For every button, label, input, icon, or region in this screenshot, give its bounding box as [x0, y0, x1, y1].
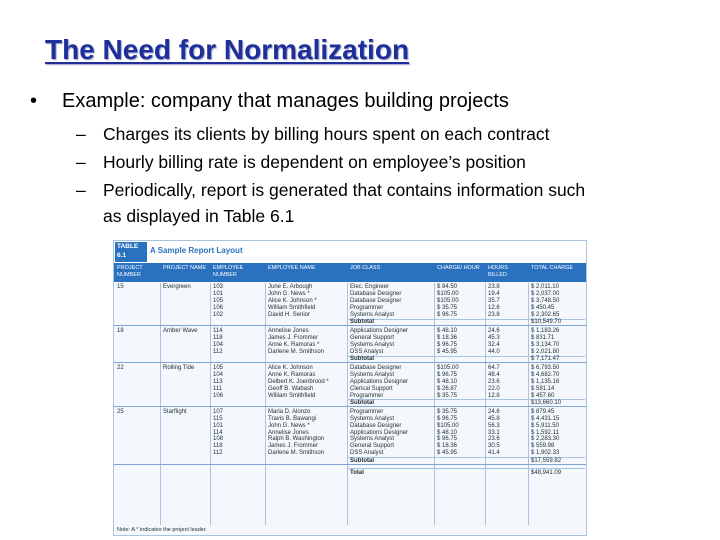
charge-hour-cell: $ 96.75 — [437, 311, 458, 318]
job-class-cell: Systems Analyst — [350, 311, 395, 318]
employee-name-cell: Annelise Jones — [268, 327, 309, 334]
job-class-cell: Applications Designer — [350, 378, 409, 385]
group-divider — [114, 325, 587, 326]
charge-hour-cell: $ 84.50 — [437, 284, 458, 290]
hours-billed-cell: 45.8 — [488, 415, 500, 422]
job-class-cell: DSS Analyst — [350, 348, 384, 355]
hours-billed-cell: 64.7 — [488, 364, 500, 371]
total-charge-cell: $ 559.98 — [531, 443, 555, 450]
employee-name-cell: Annelise Jones — [268, 429, 309, 436]
total-charge-cell: $ 450.45 — [531, 304, 555, 311]
charge-hour-cell: $ 96.75 — [437, 415, 458, 422]
employee-number-cell: 102 — [213, 311, 224, 318]
hours-billed-cell: 41.4 — [488, 450, 500, 457]
job-class-cell: Systems Analyst — [350, 341, 395, 348]
employee-number-cell: 115 — [213, 415, 223, 422]
employee-name-cell: James J. Frommer — [268, 334, 319, 341]
report-table — [113, 240, 587, 536]
employee-name-cell: David H. Senior — [268, 311, 311, 318]
total-charge-cell: $ 1,183.26 — [531, 327, 560, 334]
hours-billed-cell: 45.3 — [488, 334, 500, 341]
hours-billed-cell: 23.8 — [488, 311, 500, 318]
employee-name-cell: James J. Frommer — [268, 443, 319, 450]
charge-hour-cell: $ 96.75 — [437, 341, 458, 348]
job-class-cell: General Support — [350, 334, 395, 341]
employee-number-cell: 101 — [213, 290, 224, 297]
job-class-cell: General Support — [350, 443, 395, 450]
project-name-cell: Amber Wave — [163, 327, 198, 334]
employee-name-cell: William Smithfield — [268, 304, 316, 311]
employee-number-cell: 108 — [213, 436, 224, 443]
total-charge-cell: $ 2,037.00 — [531, 290, 560, 297]
total-charge-cell: $ 1,135.16 — [531, 378, 560, 385]
total-charge-cell: $ 5,911.50 — [531, 422, 559, 429]
employee-number-cell: 107 — [213, 408, 224, 415]
employee-name-cell: Anne K. Ramoras * — [268, 341, 320, 348]
job-class-cell: Database Designer — [350, 290, 402, 297]
employee-number-cell: 118 — [213, 443, 223, 450]
group-divider — [114, 362, 587, 363]
total-charge-cell: $ 4,431.15 — [531, 415, 560, 422]
total-charge-cell: $ 3,748.50 — [531, 297, 560, 304]
total-charge-cell: $ 4,682.70 — [531, 371, 560, 378]
table-label-line2: 6.1 — [117, 252, 127, 259]
hours-billed-cell: 44.0 — [488, 348, 500, 355]
employee-name-cell: Maria D. Alonzo — [268, 408, 311, 415]
employee-name-cell: John G. News * — [268, 290, 310, 297]
charge-hour-cell: $ 35.75 — [437, 304, 458, 311]
project-name-cell: Starflight — [163, 408, 187, 415]
project-number-cell: 25 — [117, 408, 124, 415]
project-name-cell: Rolling Tide — [163, 364, 195, 371]
employee-name-cell: Darlene M. Smithson — [268, 450, 325, 457]
hours-billed-cell: 12.6 — [488, 304, 500, 311]
total-charge-cell: $ 457.60 — [531, 392, 555, 399]
dash-icon: – — [76, 124, 86, 144]
sub-bullet-1 — [76, 120, 550, 148]
sub-bullet-text: Hourly billing rate is dependent on employee’s position — [103, 152, 526, 172]
project-number-cell: 22 — [117, 364, 124, 371]
bullet-dot-icon: • — [30, 90, 38, 112]
job-class-cell: Applications Designer — [350, 327, 409, 334]
sub-bullet-text: Charges its clients by billing hours spent on each contract — [103, 124, 550, 144]
charge-hour-cell: $ 26.87 — [437, 385, 458, 392]
employee-name-cell: Alice K. Johnson * — [268, 297, 317, 304]
employee-name-cell: Delbert K. Joenbrood * — [268, 378, 329, 385]
employee-number-cell: 105 — [213, 364, 224, 371]
hours-billed-cell: 33.1 — [488, 429, 500, 436]
column-header: PROJECT NUMBER — [117, 265, 143, 278]
employee-number-cell: 112 — [213, 450, 223, 457]
total-value: $48,941.09 — [531, 469, 562, 476]
charge-hour-cell: $ 35.75 — [437, 408, 458, 415]
hours-billed-cell: 35.7 — [488, 297, 500, 304]
project-number-cell: 18 — [117, 327, 124, 334]
charge-hour-cell: $ 96.75 — [437, 436, 458, 443]
total-charge-cell: $ 1,592.11 — [531, 429, 559, 436]
employee-name-cell: Anne K. Ramoras — [268, 371, 316, 378]
charge-hour-cell: $105.00 — [437, 422, 459, 429]
employee-name-cell: Ralph B. Washington — [268, 436, 325, 443]
employee-name-cell: John G. News * — [268, 422, 310, 429]
employee-name-cell: Alice K. Johnson — [268, 364, 313, 371]
total-charge-cell: $ 6,793.50 — [531, 364, 560, 371]
subtotal-label: Subtotal — [350, 457, 374, 464]
employee-name-cell: Travis B. Bawangi — [268, 415, 317, 422]
job-class-cell: Elec. Engineer — [350, 284, 390, 290]
employee-number-cell: 106 — [213, 392, 224, 399]
employee-name-cell: Geoff B. Wabash — [268, 385, 314, 392]
employee-number-cell: 104 — [213, 371, 224, 378]
hours-billed-cell: 24.6 — [488, 408, 500, 415]
employee-number-cell: 104 — [213, 341, 224, 348]
total-charge-cell: $ 1,902.33 — [531, 450, 560, 457]
job-class-cell: Systems Analyst — [350, 436, 395, 443]
dash-icon: – — [76, 180, 86, 200]
total-charge-cell: $ 3,134.70 — [531, 341, 560, 348]
charge-hour-cell: $ 45.95 — [437, 348, 458, 355]
charge-hour-cell: $ 96.75 — [437, 371, 458, 378]
subtotal-value: $ 7,171.47 — [531, 356, 560, 362]
hours-billed-cell: 22.0 — [488, 385, 500, 392]
column-header: TOTAL CHARGE — [531, 265, 574, 271]
total-charge-cell: $ 2,283.30 — [531, 436, 560, 443]
subtotal-label: Subtotal — [350, 319, 374, 325]
employee-number-cell: 106 — [213, 304, 224, 311]
job-class-cell: Database Designer — [350, 422, 402, 429]
employee-number-cell: 114 — [213, 327, 223, 334]
hours-billed-cell: 23.8 — [488, 284, 500, 290]
charge-hour-cell: $ 18.36 — [437, 334, 458, 341]
hours-billed-cell: 30.5 — [488, 443, 500, 450]
job-class-cell: Applications Designer — [350, 429, 409, 436]
employee-name-cell: Darlene M. Smithson — [268, 348, 325, 355]
main-bullet — [30, 90, 509, 113]
job-class-cell: Programmer — [350, 392, 384, 399]
column-divider — [160, 283, 161, 525]
dash-icon: – — [76, 152, 86, 172]
job-class-cell: Database Designer — [350, 364, 402, 371]
column-header: HOURS BILLED — [488, 265, 508, 278]
column-header: JOB CLASS — [350, 265, 381, 271]
employee-number-cell: 114 — [213, 429, 223, 436]
table-title: A Sample Report Layout — [150, 246, 243, 255]
column-header: CHARGE/ HOUR — [437, 265, 480, 271]
sub-bullet-text: Periodically, report is generated that contains information such — [103, 180, 586, 200]
column-header: EMPLOYEE NAME — [268, 265, 316, 271]
total-charge-cell: $ 831.71 — [531, 334, 555, 341]
hours-billed-cell: 32.4 — [488, 341, 500, 348]
job-class-cell: Database Designer — [350, 297, 402, 304]
total-charge-cell: $ 2,021.80 — [531, 348, 560, 355]
project-number-cell: 15 — [117, 284, 124, 290]
subtotal-value: $13,660.10 — [531, 399, 562, 406]
table-number-label — [115, 242, 147, 262]
charge-hour-cell: $105.00 — [437, 290, 459, 297]
total-charge-cell: $ 591.14 — [531, 385, 555, 392]
slide-title: The Need for Normalization — [45, 34, 410, 65]
subtotal-value: $17,559.82 — [531, 457, 562, 464]
charge-hour-cell: $105.00 — [437, 297, 459, 304]
employee-number-cell: 118 — [213, 334, 223, 341]
main-bullet-text: Example: company that manages building projects — [62, 90, 509, 112]
hours-billed-cell: 12.8 — [488, 392, 500, 399]
employee-number-cell: 113 — [213, 378, 223, 385]
column-header: PROJECT NAME — [163, 265, 206, 271]
job-class-cell: Systems Analyst — [350, 415, 395, 422]
column-header: EMPLOYEE NUMBER — [213, 265, 244, 278]
group-divider — [114, 464, 587, 465]
total-divider — [347, 468, 585, 469]
hours-billed-cell: 23.6 — [488, 378, 500, 385]
charge-hour-cell: $ 18.36 — [437, 443, 458, 450]
subtotal-label: Subtotal — [350, 356, 374, 362]
charge-hour-cell: $ 48.10 — [437, 429, 458, 436]
employee-number-cell: 105 — [213, 297, 224, 304]
job-class-cell: Systems Analyst — [350, 371, 395, 378]
project-name-cell: Evergreen — [163, 284, 191, 290]
charge-hour-cell: $ 48.10 — [437, 327, 458, 334]
hours-billed-cell: 56.3 — [488, 422, 500, 429]
sub-bullet-3 — [76, 176, 585, 204]
sub-bullet-text: as displayed in Table 6.1 — [103, 206, 295, 226]
charge-hour-cell: $105.00 — [437, 364, 459, 371]
job-class-cell: DSS Analyst — [350, 450, 384, 457]
subtotal-value: $10,549.70 — [531, 319, 562, 325]
job-class-cell: Programmer — [350, 408, 384, 415]
table-note: Note: A * indicates the project leader. — [117, 527, 207, 533]
sub-bullet-2 — [76, 148, 526, 176]
employee-number-cell: 101 — [213, 422, 224, 429]
sub-bullet-3-continued — [76, 202, 294, 230]
group-divider — [114, 406, 587, 407]
job-class-cell: Programmer — [350, 304, 384, 311]
employee-number-cell: 112 — [213, 348, 223, 355]
hours-billed-cell: 23.6 — [488, 436, 500, 443]
employee-number-cell: 103 — [213, 284, 224, 290]
subtotal-label: Subtotal — [350, 399, 374, 406]
charge-hour-cell: $ 45.95 — [437, 450, 458, 457]
hours-billed-cell: 24.6 — [488, 327, 500, 334]
hours-billed-cell: 48.4 — [488, 371, 500, 378]
charge-hour-cell: $ 35.75 — [437, 392, 458, 399]
total-charge-cell: $ 879.45 — [531, 408, 555, 415]
employee-number-cell: 111 — [213, 385, 223, 392]
total-charge-cell: $ 2,011.10 — [531, 284, 559, 290]
hours-billed-cell: 19.4 — [488, 290, 500, 297]
employee-name-cell: William Smithfield — [268, 392, 316, 399]
column-divider — [210, 283, 211, 525]
charge-hour-cell: $ 48.10 — [437, 378, 458, 385]
employee-name-cell: June E. Arbough — [268, 284, 313, 290]
total-charge-cell: $ 2,302.65 — [531, 311, 560, 318]
job-class-cell: Clerical Support — [350, 385, 393, 392]
table-label-line1: TABLE — [117, 243, 139, 250]
column-divider — [265, 283, 266, 525]
total-label: Total — [350, 469, 364, 476]
